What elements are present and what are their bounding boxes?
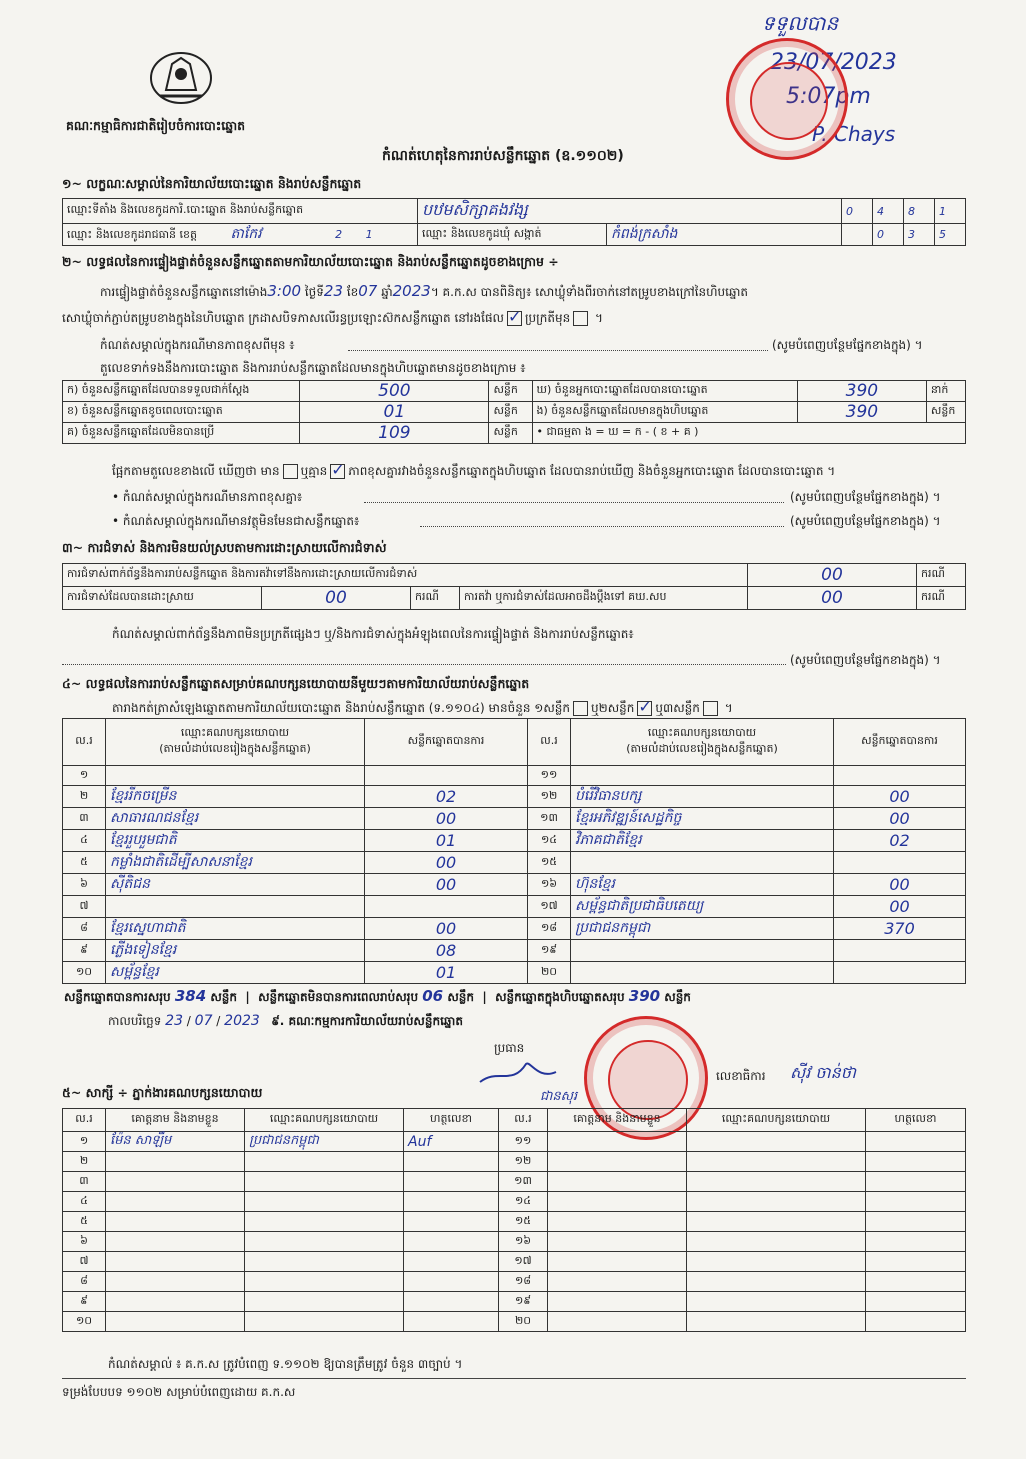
witness-party [245,1292,404,1312]
secretary-label: លេខាធិការ [716,1069,766,1083]
party-no: ១២ [528,786,571,808]
station-name: បឋមសិក្សាគងវង្ស [418,199,842,224]
table-row [63,940,966,962]
footnote: កំណត់សម្គាល់ ៖ គ.ក.ស ត្រូវបំពេញ ទ.១១០២ ឱ្យបានត្រឹមត្រូវ ចំនួន ៣ច្បាប់ ។ [108,1357,463,1371]
witness-party [245,1272,404,1292]
witness-signature [866,1252,966,1272]
witness-party [245,1312,404,1332]
w-col-no-left: ល.រ [63,1109,106,1132]
table-row [63,918,966,940]
party-votes: 01 [365,830,528,852]
secretary-name: ស៊ីវ ចាន់ថា [790,1063,857,1082]
witness-table [62,1108,966,1332]
witness-signature [404,1312,499,1332]
witness-no: ១៧ [499,1252,548,1272]
table-row [63,1232,966,1252]
witness-party [687,1312,866,1332]
figure-a-value: 500 [300,381,489,402]
party-no: ១ [63,766,106,786]
witness-signature [866,1232,966,1252]
party-votes: 00 [365,874,528,896]
station-code-4: 1 [935,199,966,224]
party-name: ភ្លើងទៀនខ្មែរ [106,940,365,962]
commune-code-0 [842,224,873,246]
witness-no: ១៦ [499,1232,548,1252]
party-votes: 00 [365,852,528,874]
party-votes [834,852,966,874]
witness-name [548,1252,687,1272]
party-name: ខ្មែរស្នេហាជាតិ [106,918,365,940]
party-name: ស៊ីតិជន [106,874,365,896]
station-code-1: 0 [842,199,873,224]
party-name: កម្លាំងជាតិដើម្បីសាសនាខ្មែរ [106,852,365,874]
witness-name [548,1272,687,1292]
figure-e-unit: សន្លឹក [926,402,965,423]
party-votes [834,962,966,984]
party-no: ១៣ [528,808,571,830]
party-name: ខ្មែររីកចម្រើន [106,786,365,808]
figure-b-unit: សន្លឹក [489,402,532,423]
party-no: ៩ [63,940,106,962]
witness-no: ១៥ [499,1212,548,1232]
witness-signature [404,1252,499,1272]
party-name [571,962,834,984]
witness-signature [404,1172,499,1192]
witness-signature [404,1192,499,1212]
witness-party: ប្រជាជនកម្ពុជា [245,1132,404,1152]
witness-party [687,1172,866,1192]
party-no: ៦ [63,874,106,896]
emblem-icon [148,50,214,106]
witness-signature [404,1232,499,1252]
section1-title: ១~ លក្ខណៈសម្គាល់នៃការិយាល័យបោះឆ្នោត និងរាប់សន្លឹកឆ្នោត [62,176,362,191]
witness-no: ២ [63,1152,106,1172]
witness-name [106,1192,245,1212]
party-name [571,852,834,874]
col-votes-right: សន្លឹកឆ្នោតបានការ [834,719,966,766]
party-no: ១១ [528,766,571,786]
figure-d-label: ឃ) ចំនួនអ្នកបោះឆ្នោតដែលបានបោះឆ្នោត [532,381,797,402]
party-name: វិភាគជាតិខ្មែរ [571,830,834,852]
w-col-sign-right: ហត្ថលេខា [866,1109,966,1132]
figure-a-unit: សន្លឹក [489,381,532,402]
witness-party [687,1292,866,1312]
witness-party [687,1252,866,1272]
chief-label: ប្រធាន [494,1041,525,1055]
witness-no: ៤ [63,1192,106,1212]
party-votes: 00 [834,896,966,918]
figure-c-unit: សន្លឹក [489,423,532,444]
witness-name [548,1172,687,1192]
table-row [63,1212,966,1232]
discrepancy-note-end: (សូមបំពេញបន្ថែមផ្នែកខាងក្នុង) ។ [790,490,941,504]
seal-line: សោឃ្លុំចាក់ភ្ជាប់តម្រូបខាងក្នុងនៃហិបឆ្នោត ក្រដាសបិទភាសលើរន្ធប្រឡោះស៊កសន្លឹកឆ្នោត នៅរងផែល✓ ប្រក្រតីមុន ។ [62,310,603,328]
witness-signature [404,1212,499,1232]
witness-no: ៧ [63,1252,106,1272]
party-votes [365,766,528,786]
witness-name [548,1312,687,1332]
complaint-label: ការជំទាស់ពាក់ព័ន្ធនឹងការរាប់សន្លឹកឆ្នោត និងការតវ៉ាទៅនឹងការដោះស្រាយលើការជំទាស់ [63,564,748,587]
witness-party [245,1212,404,1232]
table-row [63,766,966,786]
section5-title: ៥~ សាក្សី ÷ ភ្នាក់ងារគណបក្សនយោបាយ [62,1085,263,1100]
witness-party [245,1232,404,1252]
table-row [63,830,966,852]
member-name: ជានសុរ [540,1089,578,1104]
table-row [63,1292,966,1312]
witness-name: ម៉ែន សាឡឹម [106,1132,245,1152]
party-votes [365,896,528,918]
w-col-party-right: ឈ្មោះគណបក្សនយោបាយ [687,1109,866,1132]
party-votes: 00 [834,808,966,830]
w-col-sign-left: ហត្ថលេខា [404,1109,499,1132]
witness-party [687,1152,866,1172]
party-votes: 00 [365,808,528,830]
witness-no: ៥ [63,1212,106,1232]
table-row [63,896,966,918]
party-name: សាធារណជនខ្មែរ [106,808,365,830]
party-name [571,766,834,786]
station-code-3: 8 [904,199,935,224]
witness-party [245,1192,404,1212]
witness-signature [866,1172,966,1192]
witness-no: ១៤ [499,1192,548,1212]
object-note-end: (សូមបំពេញបន្ថែមផ្នែកខាងក្នុង) ។ [790,514,941,528]
party-name [106,896,365,918]
witness-name [106,1252,245,1272]
section1-table [62,198,966,246]
station-code-2: 4 [873,199,904,224]
witness-no: ៣ [63,1172,106,1192]
commune-code-1: 0 [873,224,904,246]
party-name [571,940,834,962]
table-row [63,1252,966,1272]
col-no-right: ល.រ [528,719,571,766]
party-name [106,766,365,786]
figure-b-value: 01 [300,402,489,423]
party-name: សម្ព័ន្ធជាតិប្រជាធិបតេយ្យ [571,896,834,918]
party-no: ៤ [63,830,106,852]
table-row [63,1172,966,1192]
commune-name: កំពង់ក្រសាំង [607,224,842,246]
party-votes: 02 [834,830,966,852]
received-note: ទទួលបាន [762,11,839,35]
witness-no: ១ [63,1132,106,1152]
complaints-table [62,563,966,610]
witness-party [245,1172,404,1192]
witness-signature [866,1212,966,1232]
witness-name [106,1232,245,1252]
witness-signature [404,1292,499,1312]
discrepancy-dots [364,502,784,503]
party-name: ខ្មែរអភិវឌ្ឍន៍សេដ្ឋកិច្ច [571,808,834,830]
witness-name [106,1212,245,1232]
date-line: កាលបរិច្ឆេទ 23 / 07 / 2023 ៩. គណៈកម្មការការិយាល័យរាប់សន្លឹកឆ្នោត [108,1013,463,1029]
section4-title: ៤~ លទ្ធផលនៃការរាប់សន្លឹកឆ្នោតសម្រាប់គណបក្សនយោបាយនីមួយៗតាមការិយាល័យរាប់សន្លឹកឆ្នោត [62,676,530,691]
witness-signature: Auf [404,1132,499,1152]
witness-name [548,1292,687,1312]
witness-no: ១០ [63,1312,106,1332]
party-name: ខ្មែររួបរួមជាតិ [106,830,365,852]
party-votes: 01 [365,962,528,984]
party-no: ២ [63,786,106,808]
figure-d-unit: នាក់ [926,381,965,402]
table-row [63,1272,966,1292]
witness-name [106,1152,245,1172]
col-party-left: ឈ្មោះគណបក្សនយោបាយ (តាមលំដាប់លេខរៀងក្នុងសន្លឹកឆ្នោត) [106,719,365,766]
w-col-party-left: ឈ្មោះគណបក្សនយោបាយ [245,1109,404,1132]
figure-e-label: ង) ចំនួនសន្លឹកឆ្នោតដែលមានក្នុងហិបឆ្នោត [532,402,797,423]
table-row [63,1192,966,1212]
col-no-left: ល.រ [63,719,106,766]
party-votes [834,766,966,786]
commune-label: ឈ្មោះ និងលេខកូដឃុំ សង្កាត់ [418,224,607,246]
figure-c-label: គ) ចំនួនសន្លឹកឆ្នោតដែលមិនបានប្រើ [63,423,300,444]
party-no: ៨ [63,918,106,940]
resolved-label: ការជំទាស់ដែលបានដោះស្រាយ [63,587,262,610]
table-row [63,808,966,830]
party-no: ៧ [63,896,106,918]
official-stamp-top [726,38,848,160]
witness-party [687,1212,866,1232]
party-no: ១០ [63,962,106,984]
witness-signature [404,1272,499,1292]
totals-line: សន្លឹកឆ្នោតបានការសរុប 384 សន្លឹក | សន្លឹកឆ្នោតមិនបានការពេលរាប់សរុប 06 សន្លឹក | សន្លឹកឆ្នោតក្នុងហិបឆ្នោតសរុប 390 សន្លឹក [64,987,691,1005]
results-table [62,718,966,984]
party-votes [834,940,966,962]
section2-title: ២~ លទ្ធផលនៃការផ្ទៀងផ្ទាត់ចំនួនសន្លឹកឆ្នោតតាមការិយាល័យបោះឆ្នោត និងរាប់សន្លឹកឆ្នោតដូចខាងក្រោម ÷ [62,254,559,269]
appeal-label: ការតវ៉ា ឬការជំទាស់ដែលអាចដឹងប្តឹងទៅ គឃ.សប [460,587,748,610]
figure-a-label: ក) ចំនួនសន្លឹកឆ្នោតដែលបានទទួលជាក់ស្តែង [63,381,300,402]
table-row [63,852,966,874]
table-row [63,874,966,896]
irregularity-note-end: (សូមបំពេញបន្ថែមផ្នែកខាងក្នុង) ។ [790,653,941,667]
discrepancy-note: • កំណត់សម្គាល់ក្នុងករណីមានភាពខុសគ្នា៖ [112,490,303,504]
party-no: ១៦ [528,874,571,896]
witness-signature [404,1152,499,1172]
party-votes: 370 [834,918,966,940]
form-footer: ទម្រង់បែបបទ ១១០២ សម្រាប់បំពេញដោយ គ.ក.ស [62,1385,296,1399]
witness-signature [866,1152,966,1172]
appeal-value: 00 [748,587,917,610]
resolved-value: 00 [262,587,411,610]
witness-name [548,1232,687,1252]
received-time: 5:07pm [786,84,871,109]
party-no: ១៤ [528,830,571,852]
discrepancy-line: ផ្អែកតាមតួលេខខាងលើ ឃើញថា មាន ឬគ្មាន✓ ភាពខុសគ្នារវាងចំនួនសន្លឹកឆ្នោតក្នុងហិបឆ្នោត ដែលបានរាប់ឃើញ និងចំនួនអ្នកបោះឆ្នោត ដែលបានបោះឆ្នោត ។ [112,463,835,481]
witness-party [245,1152,404,1172]
witness-party [687,1192,866,1212]
table-row [63,1132,966,1152]
received-date: 23/07/2023 [770,50,897,75]
witness-signature [866,1132,966,1152]
witness-name [548,1212,687,1232]
complaint-value: 00 [748,564,917,587]
witness-signature [866,1312,966,1332]
witness-no: ១៣ [499,1172,548,1192]
tally-sheet-line: តារាងកត់ត្រាសំឡេងឆ្នោតតាមការិយាល័យបោះឆ្នោត និងរាប់សន្លឹកឆ្នោត (ទ.១១០៤) មានចំនួន ១សន្លឹក ឬ២សន្លឹក✓ ឬ៣សន្លឹក ។ [112,700,733,718]
witness-party [687,1272,866,1292]
witness-signature [866,1192,966,1212]
witness-signature [866,1272,966,1292]
figures-table [62,380,966,444]
witness-no: ១២ [499,1152,548,1172]
witness-no: ១៨ [499,1272,548,1292]
verify-line: ការផ្ទៀងផ្ទាត់ចំនួនសន្លឹកឆ្នោតនៅម៉ោង3:00 ថ្ងៃទី23 ខែ07 ឆ្នាំ2023។ គ.ក.ស បានពិនិត្យ៖ សោឃ្លុំទាំងពីរចាក់នៅតម្រូបខាងក្រៅនៃហិបឆ្នោត [100,282,749,300]
witness-no: ៨ [63,1272,106,1292]
received-signature: P. Chays [812,122,896,146]
party-name: ប្រជាជនកម្ពុជា [571,918,834,940]
object-dots [420,526,784,527]
table-row [63,786,966,808]
party-no: ២០ [528,962,571,984]
witness-name [106,1272,245,1292]
party-no: ១៩ [528,940,571,962]
w-col-name-right: គោត្តនាម និងនាមខ្លួន [548,1109,687,1132]
w-col-name-left: គោត្តនាម និងនាមខ្លួន [106,1109,245,1132]
party-name: បំរើវិធានបក្ស [571,786,834,808]
org-name: គណៈកម្មាធិការជាតិរៀបចំការបោះឆ្នោត [66,118,246,133]
party-votes: 02 [365,786,528,808]
page-title: កំណត់ហេតុនៃការរាប់សន្លឹកឆ្នោត (ឧ.១១០២) [382,148,624,164]
figures-intro: តួលេខទាក់ទងនឹងការបោះឆ្នោត និងការរាប់សន្លឹកឆ្នោតដែលមានក្នុងហិបឆ្នោតមានដូចខាងក្រោម ៖ [100,361,526,375]
table-row [63,1312,966,1332]
footer-divider [62,1378,966,1379]
figure-b-label: ខ) ចំនួនសន្លឹកឆ្នោតខូចពេលបោះឆ្នោត [63,402,300,423]
diff-note-dots [348,350,768,351]
diff-note-end: (សូមបំពេញបន្ថែមផ្នែកខាងក្នុង) ។ [772,338,923,352]
commune-code-3: 5 [935,224,966,246]
station-label: ឈ្មោះទីតាំង និងលេខកូដការិ.បោះឆ្នោត និងរាប់សន្លឹកឆ្នោត [63,199,418,224]
witness-no: ៩ [63,1292,106,1312]
witness-name [106,1172,245,1192]
witness-no: ១១ [499,1132,548,1152]
witness-name [106,1292,245,1312]
witness-name [548,1152,687,1172]
party-no: ៥ [63,852,106,874]
figure-c-value: 109 [300,423,489,444]
party-no: ១៧ [528,896,571,918]
appeal-unit: ករណី [917,587,966,610]
witness-name [106,1312,245,1332]
irregularity-dots [62,664,786,665]
party-no: ១៥ [528,852,571,874]
party-name: សម្ព័ន្ធខ្មែរ [106,962,365,984]
table-row [63,1152,966,1172]
table-row [63,962,966,984]
object-note: • កំណត់សម្គាល់ក្នុងករណីមានវត្ថុមិនមែនជាសន្លឹកឆ្នោត៖ [112,514,360,528]
party-name: ហ៊ុនខ្មែរ [571,874,834,896]
figure-e-value: 390 [797,402,926,423]
complaint-unit: ករណី [917,564,966,587]
witness-party [687,1232,866,1252]
col-party-right: ឈ្មោះគណបក្សនយោបាយ (តាមលំដាប់លេខរៀងក្នុងសន្លឹកឆ្នោត) [571,719,834,766]
party-votes: 08 [365,940,528,962]
section3-title: ៣~ ការជំទាស់ និងការមិនយល់ស្របតាមការដោះស្រាយលើការជំទាស់ [62,540,387,555]
witness-signature [866,1292,966,1312]
witness-party [687,1132,866,1152]
commune-code-2: 3 [904,224,935,246]
party-votes: 00 [365,918,528,940]
w-col-no-right: ល.រ [499,1109,548,1132]
witness-name [548,1192,687,1212]
col-votes-left: សន្លឹកឆ្នោតបានការ [365,719,528,766]
irregularity-note: កំណត់សម្គាល់ពាក់ព័ន្ធនឹងភាពមិនប្រក្រតីផ្សេងៗ ឬ/និងការជំទាស់ក្នុងអំឡុងពេលនៃការផ្ទៀងផ្ទាត់ និងការរាប់សន្លឹកឆ្នោត៖ [112,627,634,641]
province-label: ឈ្មោះ និងលេខកូដរាជធានី ខេត្ត តាកែវ 2 1 [63,224,418,246]
figure-formula: • ជាធម្មតា ង = ឃ = ក - ( ខ + គ ) [532,423,966,444]
party-votes: 00 [834,874,966,896]
figure-d-value: 390 [797,381,926,402]
party-no: ៣ [63,808,106,830]
witness-party [245,1252,404,1272]
witness-no: ១៩ [499,1292,548,1312]
resolved-unit: ករណី [411,587,460,610]
witness-name [548,1132,687,1152]
diff-note-line: កំណត់សម្គាល់ក្នុងករណីមានភាពខុសពីមុន ៖ [100,338,295,352]
witness-no: ២០ [499,1312,548,1332]
party-votes: 00 [834,786,966,808]
party-no: ១៨ [528,918,571,940]
witness-no: ៦ [63,1232,106,1252]
